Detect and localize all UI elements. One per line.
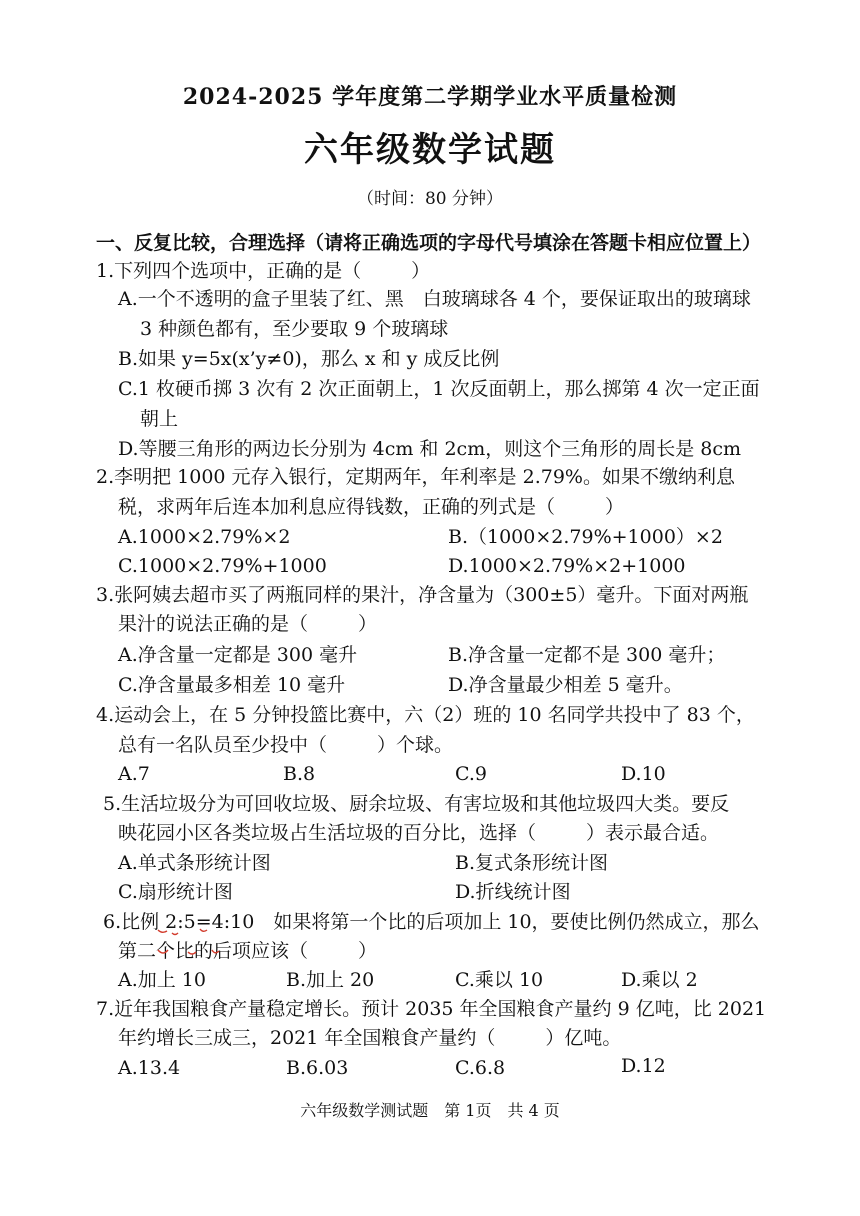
question-6-option-a: A.加上 10 [118,969,206,991]
question-1-option-b: B.如果 y=5x(x’y≠0)，那么 x 和 y 成反比例 [118,348,500,370]
question-2-stem: 2.李明把 1000 元存入银行，定期两年，年利率是 2.79%。如果不缴纳利息 [96,466,735,488]
question-1-option-c-cont: 朝上 [140,408,179,430]
question-7-option-d: D.12 [621,1055,666,1077]
question-1-stem: 1.下列四个选项中，正确的是（ ） [96,260,431,282]
question-1-option-d: D.等腰三角形的两边长分别为 4cm 和 2cm，则这个三角形的周长是 8cm [118,438,741,460]
page-title: 六年级数学试题 [304,130,556,170]
question-1-option-c: C.1 枚硬币掷 3 次有 2 次正面朝上，1 次反面朝上，那么掷第 4 次一定正面 [118,378,760,400]
question-3-stem: 3.张阿姨去超市买了两瓶同样的果汁，净含量为（300±5）毫升。下面对两瓶 [96,584,749,606]
question-6-option-b: B.加上 20 [286,969,375,991]
question-2-option-c: C.1000×2.79%+1000 [118,555,327,577]
question-7-option-c: C.6.8 [455,1057,506,1079]
question-7-stem: 7.近年我国粮食产量稳定增长。预计 2035 年全国粮食产量约 9 亿吨，比 2021 [96,998,767,1020]
question-3-option-c: C.净含量最多相差 10 毫升 [118,674,346,696]
question-5-option-d: D.折线统计图 [455,881,571,903]
question-4-stem-cont: 总有一名队员至少投中（ ）个球。 [118,734,454,756]
question-7-option-b: B.6.03 [286,1057,349,1079]
question-3-stem-cont: 果汁的说法正确的是（ ） [118,613,378,635]
question-2-option-a: A.1000×2.79%×2 [118,526,291,548]
question-4-option-d: D.10 [621,763,666,785]
question-4-option-b: B.8 [283,763,316,785]
question-2-stem-cont: 税，求两年后连本加利息应得钱数，正确的列式是（ ） [118,496,625,518]
question-1-option-a: A.一个不透明的盒子里装了红、黑 白玻璃球各 4 个，要保证取出的玻璃球 [118,288,751,310]
page-footer: 六年级数学测试题 第 1页 共 4 页 [300,1101,560,1120]
question-7-option-a: A.13.4 [118,1057,181,1079]
question-5-option-b: B.复式条形统计图 [455,852,609,874]
question-2-option-b: B.（1000×2.79%+1000）×2 [448,526,723,548]
question-6-option-d: D.乘以 2 [621,969,698,991]
question-2-option-d: D.1000×2.79%×2+1000 [448,555,686,577]
question-5-option-c: C.扇形统计图 [118,881,233,903]
question-7-stem-cont: 年约增长三成三，2021 年全国粮食产量约（ ）亿吨。 [118,1027,622,1049]
question-6-stem: 6.比例 2:5=4:10 如果将第一个比的后项加上 10，要使比例仍然成立，那么 [103,911,760,933]
question-4-stem: 4.运动会上，在 5 分钟投篮比赛中，六（2）班的 10 名同学共投中了 83 个， [96,704,755,726]
question-6-stem-cont: 第二个比的后项应该（ ） [118,940,378,962]
question-6-option-c: C.乘以 10 [455,969,544,991]
question-3-option-b: B.净含量一定都不是 300 毫升； [448,644,726,666]
exam-header: 2024-2025 学年度第二学期学业水平质量检测 [182,84,678,110]
question-3-option-d: D.净含量最少相差 5 毫升。 [448,674,683,696]
section-1-heading: 一、反复比较，合理选择（请将正确选项的字母代号填涂在答题卡相应位置上） [96,232,762,254]
question-3-option-a: A.净含量一定都是 300 毫升 [118,644,358,666]
time-limit: （时间：80 分钟） [356,189,504,209]
question-5-stem: 5.生活垃圾分为可回收垃圾、厨余垃圾、有害垃圾和其他垃圾四大类。要反 [103,793,730,815]
question-1-option-a-cont: 3 种颜色都有，至少要取 9 个玻璃球 [140,318,449,340]
question-4-option-a: A.7 [118,763,150,785]
question-4-option-c: C.9 [455,763,487,785]
question-5-stem-cont: 映花园小区各类垃圾占生活垃圾的百分比，选择（ ）表示最合适。 [118,822,720,844]
question-5-option-a: A.单式条形统计图 [118,852,271,874]
